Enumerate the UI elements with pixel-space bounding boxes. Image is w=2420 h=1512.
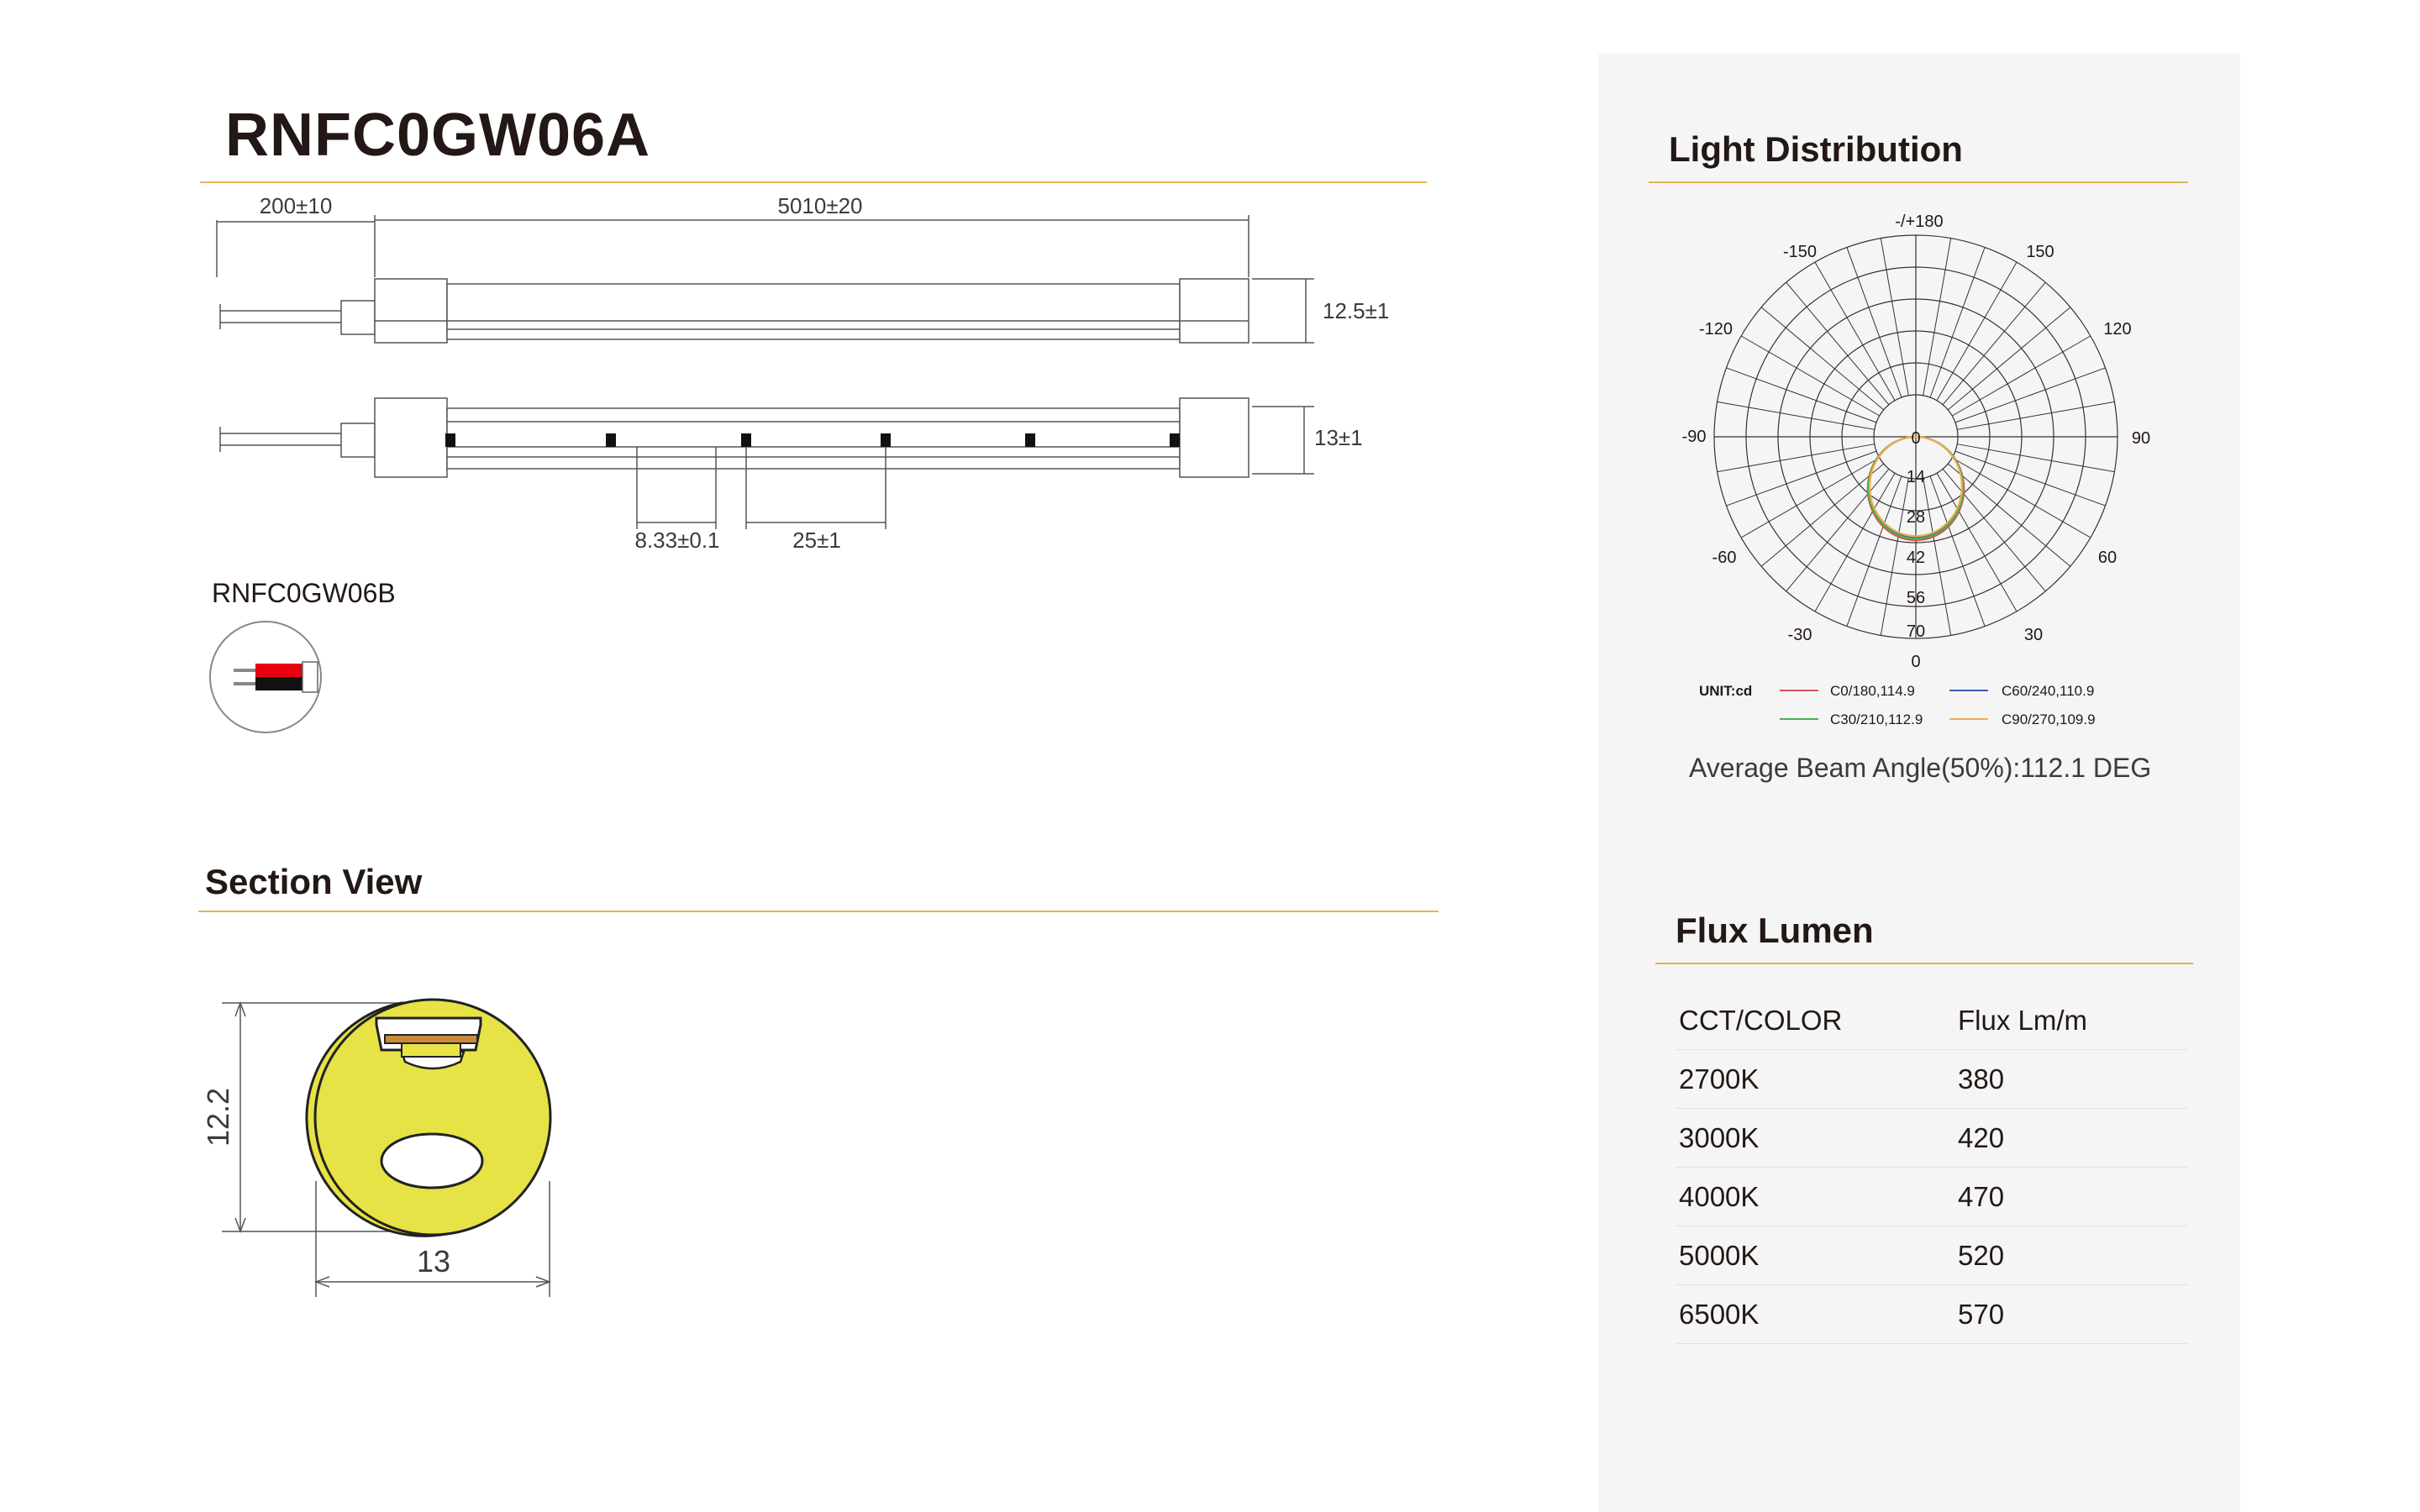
flux-cell-cct: 4000K (1679, 1180, 1760, 1212)
variant-wire-detail (208, 620, 326, 738)
product-title: RNFC0GW06A (225, 102, 651, 169)
polar-light-distribution-chart (1647, 202, 2185, 739)
polar-spoke (1923, 239, 1951, 396)
flux-header-cct: CCT/COLOR (1679, 1004, 1843, 1036)
polar-spoke (1930, 247, 1985, 397)
flux-cell-value: 380 (1958, 1063, 2005, 1095)
section-height-label: 12.2 (201, 1087, 235, 1147)
angle-label-p60: 60 (2097, 549, 2118, 567)
flux-cell-cct: 2700K (1679, 1063, 1760, 1095)
legend-unit: UNIT:cd (1699, 683, 1753, 699)
flux-lumen-rule (1655, 963, 2193, 964)
section-pcb (385, 1035, 477, 1043)
polar-spoke (1955, 368, 2106, 423)
flux-cell-cct: 3000K (1679, 1121, 1760, 1153)
table-row (1676, 1168, 2188, 1226)
polar-spoke (1847, 247, 1902, 397)
dim-pitch-small-label: 8.33±0.1 (634, 528, 720, 553)
angle-label-bottom: 0 (1911, 653, 1921, 671)
flux-cell-value: 570 (1958, 1298, 2005, 1330)
polar-spoke (1955, 451, 2106, 506)
section-view-title: Section View (205, 862, 423, 901)
beam-angle-text: Average Beam Angle(50%):112.1 DEG (1689, 753, 2152, 783)
dim-lead-label: 200±10 (259, 193, 333, 218)
polar-spoke (1847, 476, 1902, 627)
light-distribution-rule (1649, 181, 2188, 183)
flux-table (1676, 991, 2188, 1344)
polar-spoke (1957, 402, 2114, 429)
legend-label-c0: C0/180,114.9 (1830, 683, 1915, 699)
variant-label: RNFC0GW06B (212, 578, 396, 608)
dim-height-top-label: 12.5±1 (1323, 298, 1390, 323)
section-width-label: 13 (416, 1244, 451, 1278)
angle-label-p150: 150 (2026, 243, 2054, 261)
flux-cell-value: 470 (1958, 1180, 2005, 1212)
angle-label-n60: -60 (1712, 549, 1737, 567)
polar-spoke (1923, 478, 1951, 635)
light-distribution-title: Light Distribution (1669, 129, 1963, 169)
table-row (1676, 1050, 2188, 1109)
angle-label-n150: -150 (1782, 243, 1818, 261)
polar-spoke (1930, 476, 1985, 627)
legend-label-c90: C90/270,109.9 (2002, 711, 2096, 727)
dim-pitch-cut-label: 25±1 (792, 528, 841, 553)
table-row (1676, 1285, 2188, 1344)
legend-label-c30: C30/210,112.9 (1830, 711, 1923, 727)
angle-label-top: -/+180 (1895, 213, 1944, 231)
radial-label-14: 14 (1906, 468, 1926, 486)
angle-label-n90: -90 (1681, 428, 1707, 446)
flux-cell-cct: 5000K (1679, 1239, 1760, 1271)
section-view-rule (198, 911, 1439, 912)
polar-spoke (1718, 402, 1875, 429)
radial-label-0: 0 (1911, 429, 1921, 448)
polar-spoke (1718, 444, 1875, 472)
angle-label-p120: 120 (2103, 320, 2132, 339)
legend-label-c60: C60/240,110.9 (2002, 683, 2095, 699)
flux-table-header (1676, 991, 2188, 1050)
radial-label-28: 28 (1906, 508, 1926, 527)
dim-height-side-label: 13±1 (1314, 425, 1363, 450)
polar-spoke (1726, 368, 1876, 423)
radial-label-42: 42 (1906, 549, 1926, 567)
table-row (1676, 1226, 2188, 1285)
flux-lumen-title: Flux Lumen (1676, 911, 1874, 950)
table-row (1676, 1109, 2188, 1168)
polar-spoke (1957, 444, 2114, 472)
flux-cell-value: 520 (1958, 1239, 2005, 1271)
angle-label-p30: 30 (2023, 626, 2044, 644)
angle-label-p90: 90 (2131, 429, 2151, 448)
polar-spoke (1881, 239, 1908, 396)
flux-cell-value: 420 (1958, 1121, 2005, 1153)
angle-label-n120: -120 (1698, 320, 1733, 339)
flux-header-flux: Flux Lm/m (1958, 1004, 2088, 1036)
polar-spoke (1881, 478, 1908, 635)
dim-length-label: 5010±20 (777, 193, 863, 218)
angle-label-n30: -30 (1787, 626, 1812, 644)
radial-label-70: 70 (1906, 622, 1926, 641)
section-view-drawing (185, 991, 571, 1310)
flux-cell-cct: 6500K (1679, 1298, 1760, 1330)
product-dimension-drawing (0, 0, 1479, 571)
radial-label-56: 56 (1906, 589, 1926, 607)
polar-legend (1689, 672, 2185, 739)
polar-spoke (1726, 451, 1876, 506)
